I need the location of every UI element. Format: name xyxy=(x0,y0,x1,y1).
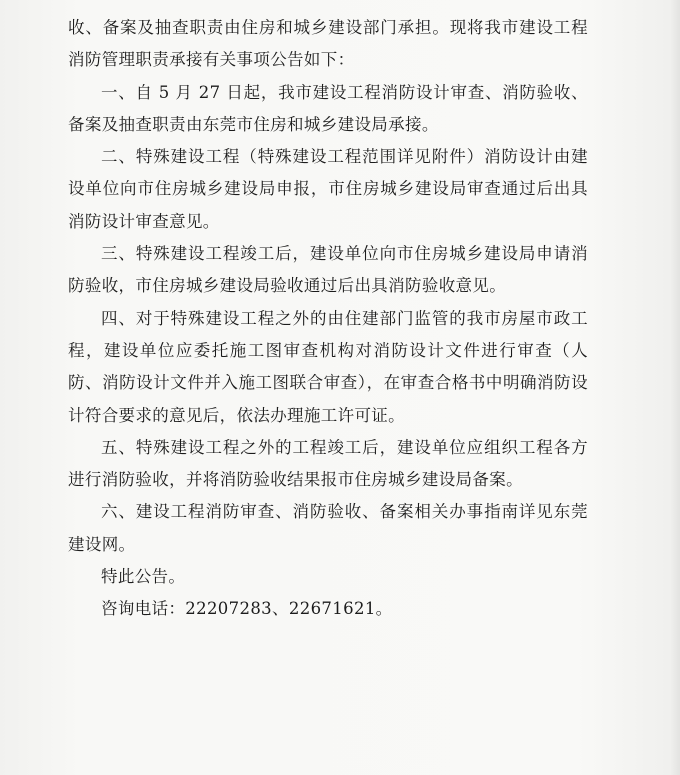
paragraph-item-5: 五、特殊建设工程之外的工程竣工后，建设单位应组织工程各方进行消防验收，并将消防验收结果报市住房城乡建设局备案。 xyxy=(68,437,588,490)
paragraph-item-1: 一、自 5 月 27 日起，我市建设工程消防设计审查、消防验收、备案及抽查职责由东莞市住房和城乡建设局承接。 xyxy=(68,82,588,134)
paragraph-item-2: 二、特殊建设工程（特殊建设工程范围详见附件）消防设计由建设单位向市住房城乡建设局申报，市住房城乡建设局审查通过后出具消防设计审查意见。 xyxy=(68,147,588,231)
paragraph-item-3: 三、特殊建设工程竣工后，建设单位向市住房城乡建设局申请消防验收，市住房城乡建设局验收通过后出具消防验收意见。 xyxy=(68,244,588,296)
paragraph-continuation: 收、备案及抽查职责由住房和城乡建设部门承担。现将我市建设工程消防管理职责承接有关事项公告如下： xyxy=(68,18,588,70)
page-edge-shadow xyxy=(670,0,680,775)
contact-phone: 咨询电话：22207283、22671621。 xyxy=(101,599,393,619)
closing-notice: 特此公告。 xyxy=(101,567,186,587)
announcement-body xyxy=(68,12,588,626)
paragraph-item-4: 四、对于特殊建设工程之外的由住建部门监管的我市房屋市政工程，建设单位应委托施工图审查机构对消防设计文件进行审查（人防、消防设计文件并入施工图联合审查），在审查合格书中明确消防设计符合要求的意见后，依法办理施工许可证。 xyxy=(68,308,588,425)
paragraph-item-6: 六、建设工程消防审查、消防验收、备案相关办事指南详见东莞建设网。 xyxy=(68,502,588,554)
